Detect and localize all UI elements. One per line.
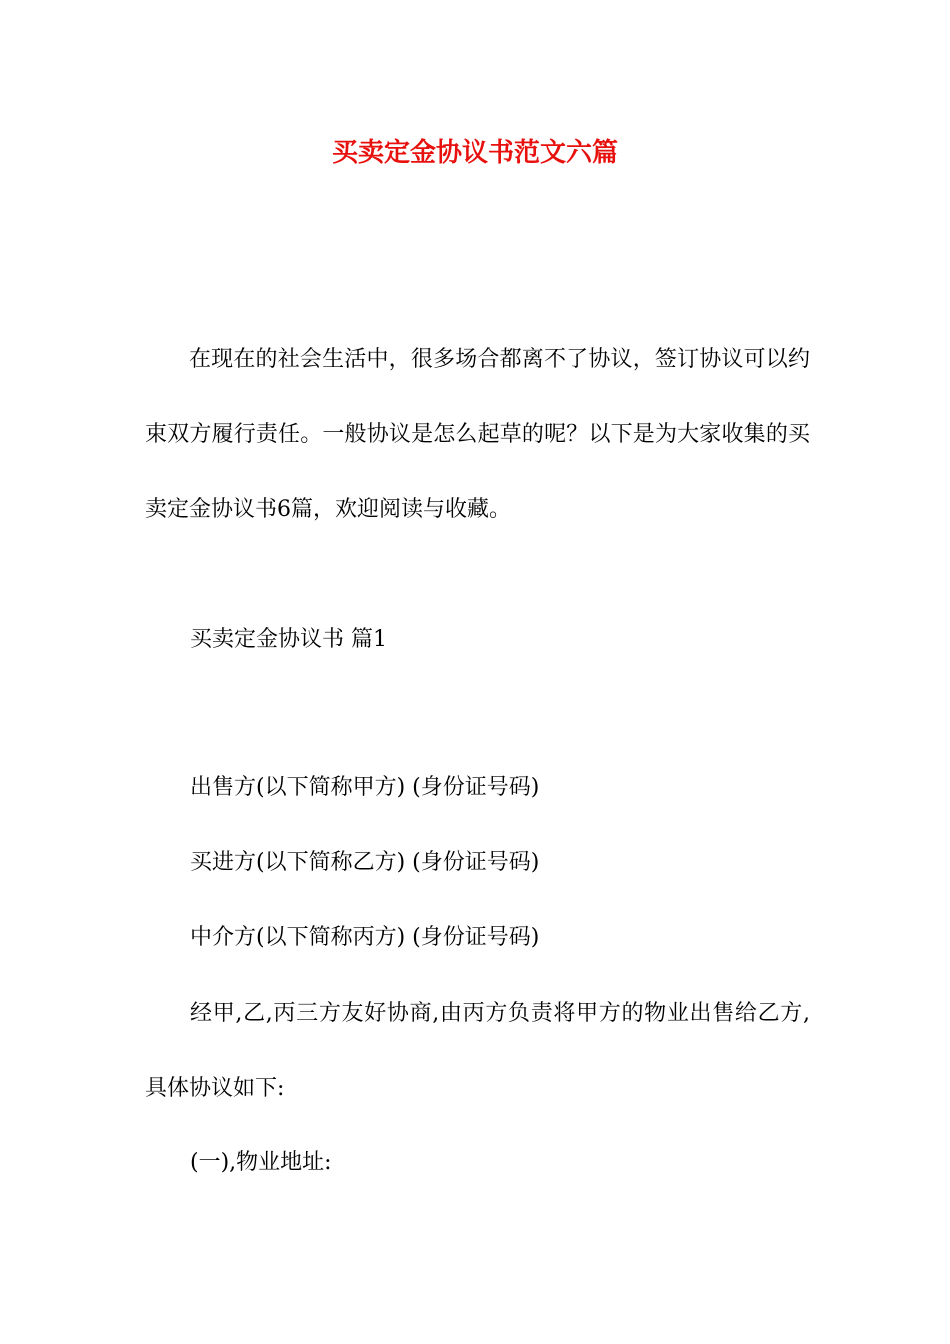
agreement-paragraph: 经甲,乙,丙三方友好协商,由丙方负责将甲方的物业出售给乙方,具体协议如下: (145, 1001, 810, 1101)
item-one-line: (一),物业地址: (190, 1150, 332, 1175)
intro-paragraph: 在现在的社会生活中，很多场合都离不了协议，签订协议可以约束双方履行责任。一般协议是怎么起草的呢？以下是为大家收集的买卖定金协议书6篇，欢迎阅读与收藏。 (145, 347, 810, 522)
seller-line: 出售方(以下简称甲方) (身份证号码) (190, 775, 540, 800)
document-title: 买卖定金协议书范文六篇 (331, 138, 618, 168)
agent-line: 中介方(以下简称丙方) (身份证号码) (190, 925, 540, 950)
section-heading: 买卖定金协议书 篇1 (190, 627, 387, 652)
buyer-line: 买进方(以下简称乙方) (身份证号码) (190, 850, 540, 875)
